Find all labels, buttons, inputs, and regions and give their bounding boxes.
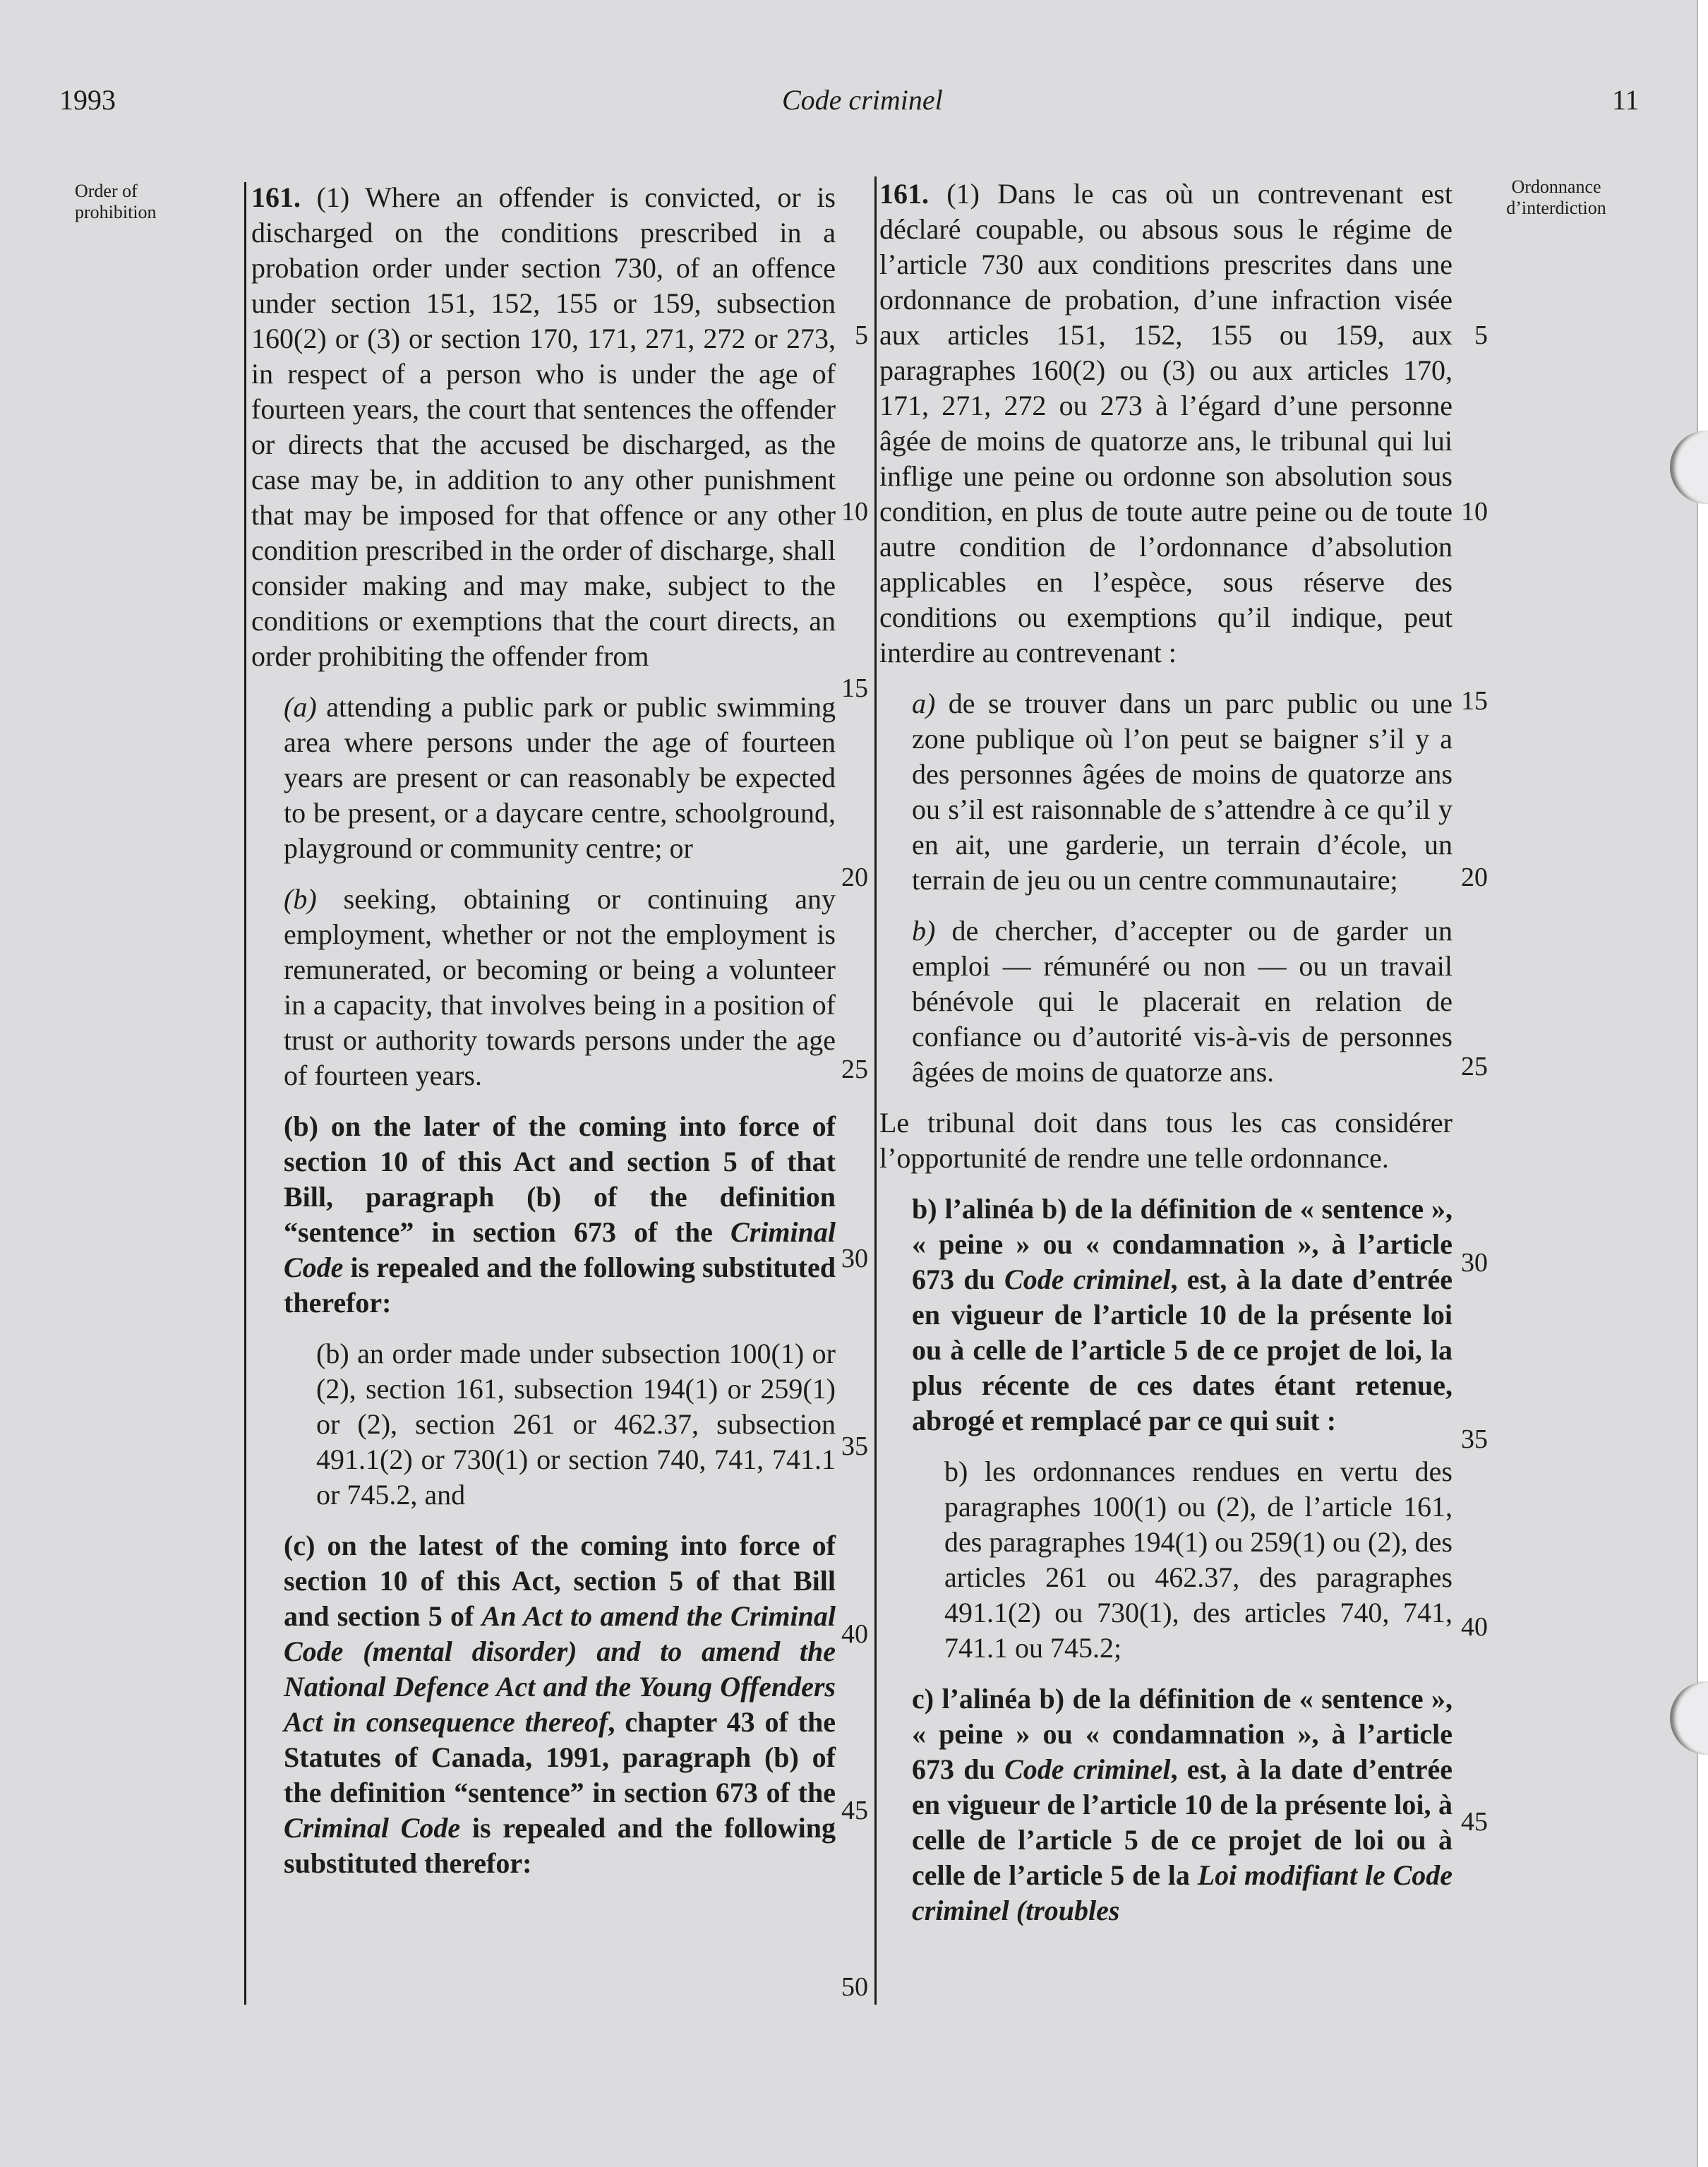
section-number: 161. (879, 178, 929, 210)
line-number-fr: 35 (1461, 1424, 1488, 1454)
amendment-c-fr: c) l’alinéa b) de la définition de « sentence », « peine » ou « condamnation », à l’article 673 du Code criminel, est, à la date d’entrée en vigueur de l’article 10 de la présente loi, à celle de l’article 5 de ce projet de loi ou à celle de l’article 5 de la Loi modifiant le Code criminel (troubles (912, 1683, 1453, 1926)
section-number: 161. (251, 181, 301, 213)
paragraph-a-en: (a) attending a public park or public swimming area where persons under the age of fourteen years are present or can reasonably be expected to be present, or a daycare centre, schoolground, playground or community centre; or (284, 691, 836, 864)
line-number-en: 15 (841, 673, 868, 703)
margin-note-english: Order of prohibition (75, 181, 157, 222)
line-number-en: 40 (841, 1619, 868, 1649)
line-number-en: 10 (841, 497, 868, 527)
closing-text-fr: Le tribunal doit dans tous les cas considérer l’opportunité de rendre une telle ordonnance. (879, 1107, 1453, 1174)
page-edge (1697, 0, 1708, 2167)
line-number-fr: 10 (1461, 497, 1488, 527)
column-rule-left (244, 182, 246, 2005)
amendment-b-en: (b) on the later of the coming into force of section 10 of this Act and section 5 of that Bill, paragraph (b) of the definition “sentence” in section 673 of the Criminal Code is repealed and the following substituted therefor: (284, 1110, 836, 1319)
line-number-en: 25 (841, 1055, 868, 1084)
line-number-fr: 5 (1474, 320, 1488, 350)
margin-note-french: Ordonnance d’interdiction (1506, 176, 1606, 218)
paragraph-a-fr: a) de se trouver dans un parc public ou une zone publique où l’on peut se baigner s’il y a des personnes âgées de moins de quatorze ans ou s’il est raisonnable de s’attendre à ce qu’il y en ait, une garderie, un terrain d’école, un terrain de jeu ou un centre communautaire; (912, 688, 1453, 896)
section-161-en: 161. (1) Where an offender is convicted, or is discharged on the conditions prescribed in a probation order under section 730, of an offence under section 151, 152, 155 or 159, subsection 160(2) or (3) or section 170, 171, 271, 272 or 273, in respect of a person who is under the age of fourteen years, the court that sentences the offender or directs that the accused be discharged, as the case may be, in addition to any other punishment that may be imposed for that offence or any other condition prescribed in the order of discharge, shall consider making and may make, subject to the conditions or exemptions that the court directs, an order prohibiting the offender from (251, 181, 836, 672)
english-column (251, 180, 836, 1881)
paragraph-b-en: (b) seeking, obtaining or continuing any employment, whether or not the employment is remunerated, or becoming or being a volunteer in a capacity, that involves being in a position of trust or authority towards persons under the age of fourteen years. (284, 883, 836, 1091)
binder-ring-hole (1670, 431, 1708, 504)
line-number-fr: 40 (1461, 1612, 1488, 1642)
section-161-fr: 161. (1) Dans le cas où un contrevenant est déclaré coupable, ou absous sous le régime de l’article 730 aux conditions prescrites dans une ordonnance de probation, d’une infraction visée aux articles 151, 152, 155 ou 159, aux paragraphes 160(2) ou (3) ou aux articles 170, 171, 271, 272 ou 273 à l’égard d’une personne âgée de moins de quatorze ans, le tribunal qui lui inflige une peine ou ordonne son absolution sous condition, en plus de toute autre peine ou de toute autre condition de l’ordonnance d’absolution applicables en l’espèce, sous réserve des conditions ou exemptions qu’il indique, peut interdire au contrevenant : (879, 178, 1453, 668)
column-rule-center (874, 176, 877, 2005)
line-number-fr: 15 (1461, 686, 1488, 716)
binder-ring-hole (1670, 1681, 1708, 1755)
header-page-number: 11 (1612, 84, 1640, 116)
line-number-en: 50 (841, 1972, 868, 2002)
line-number-en: 20 (841, 863, 868, 892)
line-number-fr: 25 (1461, 1052, 1488, 1081)
line-number-fr: 30 (1461, 1248, 1488, 1278)
amendment-b-fr: b) l’alinéa b) de la définition de « sentence », « peine » ou « condamnation », à l’article 673 du Code criminel, est, à la date d’entrée en vigueur de l’article 10 de la présente loi ou à celle de l’article 5 de ce projet de loi, la plus récente de ces dates étant retenue, abrogé et remplacé par ce qui suit : (912, 1193, 1453, 1436)
line-number-fr: 45 (1461, 1807, 1488, 1837)
substituted-b-en: (b) an order made under subsection 100(1) or (2), section 161, subsection 194(1) or 259(1) or (2), section 261 or 462.37, subsection 491.1(2) or 730(1) or section 740, 741, 741.1 or 745.2, and (316, 1338, 836, 1511)
line-number-en: 5 (855, 320, 868, 350)
amendment-c-en: (c) on the latest of the coming into force of section 10 of this Act, section 5 of that Bill and section 5 of An Act to amend the Criminal Code (mental disorder) and to amend the National Defence Act and the Young Offenders Act in consequence thereof, chapter 43 of the Statutes of Canada, 1991, paragraph (b) of the definition “sentence” in section 673 of the Criminal Code is repealed and the following substituted therefor: (284, 1530, 836, 1879)
line-number-fr: 20 (1461, 863, 1488, 892)
substituted-b-fr: b) les ordonnances rendues en vertu des paragraphes 100(1) ou (2), de l’article 161, des paragraphes 194(1) ou 259(1) ou (2), des articles 261 ou 462.37, des paragraphes 491.1(2) ou 730(1), des articles 740, 741, 741.1 ou 745.2; (944, 1455, 1453, 1664)
line-number-en: 45 (841, 1796, 868, 1825)
line-number-en: 35 (841, 1431, 868, 1461)
header-title: Code criminel (782, 84, 943, 116)
french-column (879, 176, 1453, 1928)
header-year: 1993 (59, 84, 116, 116)
paragraph-b-fr: b) de chercher, d’accepter ou de garder un emploi — rémunéré ou non — ou un travail bénévole qui le placerait en relation de confiance ou d’autorité vis-à-vis de personnes âgées de moins de quatorze ans. (912, 915, 1453, 1088)
line-number-en: 30 (841, 1244, 868, 1273)
